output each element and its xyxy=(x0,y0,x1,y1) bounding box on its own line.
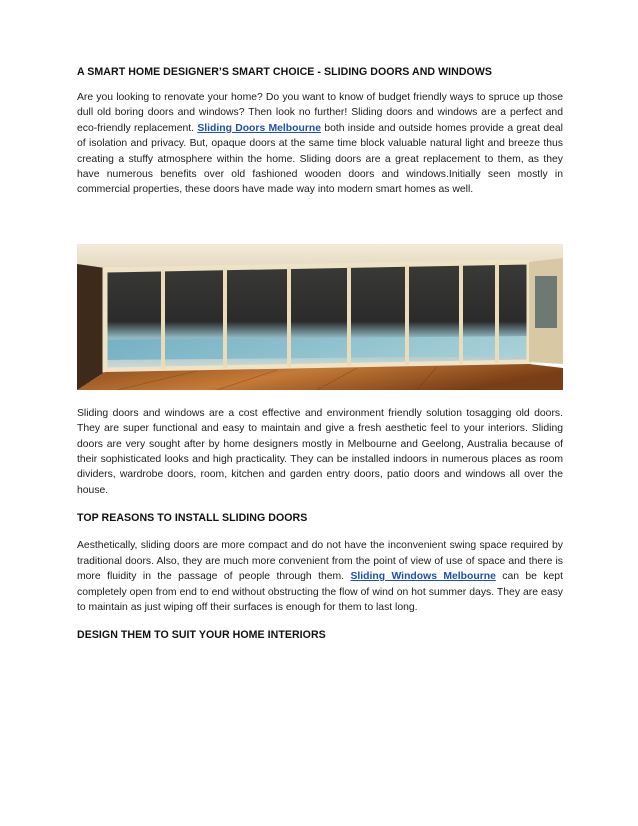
heading-design-interiors: DESIGN THEM TO SUIT YOUR HOME INTERIORS xyxy=(77,629,326,642)
sliding-doors-photo-illustration xyxy=(77,244,563,390)
paragraph-top-reasons: Aesthetically, sliding doors are more compact and do not have the inconvenient swing space required by traditional doors. Also, they are much more convenient from the point of view of use of space and there is more fluidity in the passage of people through them. Sliding Windows Melbourne can be kept completely open from end to end without obstructing the flow of wind on hot summer days. They are easy to maintain as just wiping off their surfaces is enough for them to last long. xyxy=(77,540,563,613)
sliding-doors-photo xyxy=(77,244,563,390)
paragraph-intro: Are you looking to renovate your home? Do you want to know of budget friendly ways to spruce up those dull old boring doors and windows? Then look no further! Sliding doors and windows are a perfect and eco-friendly replacement. Sliding Doors Melbourne both inside and outside homes provide a great deal of isolation and privacy. But, opaque doors at the same time block valuable natural light and breeze thus creating a stuffy atmosphere within the home. Sliding doors are a great replacement to them, as they have numerous benefits over old fashioned wooden doors and windows.Initially seen mostly in commercial properties, these doors have made way into modern smart homes as well. xyxy=(77,92,563,196)
heading-top-reasons: TOP REASONS TO INSTALL SLIDING DOORS xyxy=(77,512,308,525)
heading-smart-choice: A SMART HOME DESIGNER’S SMART CHOICE - SLIDING DOORS AND WINDOWS xyxy=(77,66,492,78)
paragraph-what-are: Sliding doors and windows are a cost effective and environment friendly solution tosagging old doors. They are super functional and easy to maintain and give a fresh aesthetic feel to your interiors. Sliding doors are very sought after by home designers mostly in Melbourne and Geelong, Australia because of their sophisticated looks and high practicality. They can be installed indoors in numerous places as room dividers, wardrobe doors, room, kitchen and garden entry doors, patio doors and windows all over the house. xyxy=(77,407,563,496)
link-sliding-windows-melbourne[interactable]: Sliding Windows Melbourne xyxy=(350,571,496,583)
link-sliding-doors-melbourne[interactable]: Sliding Doors Melbourne xyxy=(197,122,322,134)
